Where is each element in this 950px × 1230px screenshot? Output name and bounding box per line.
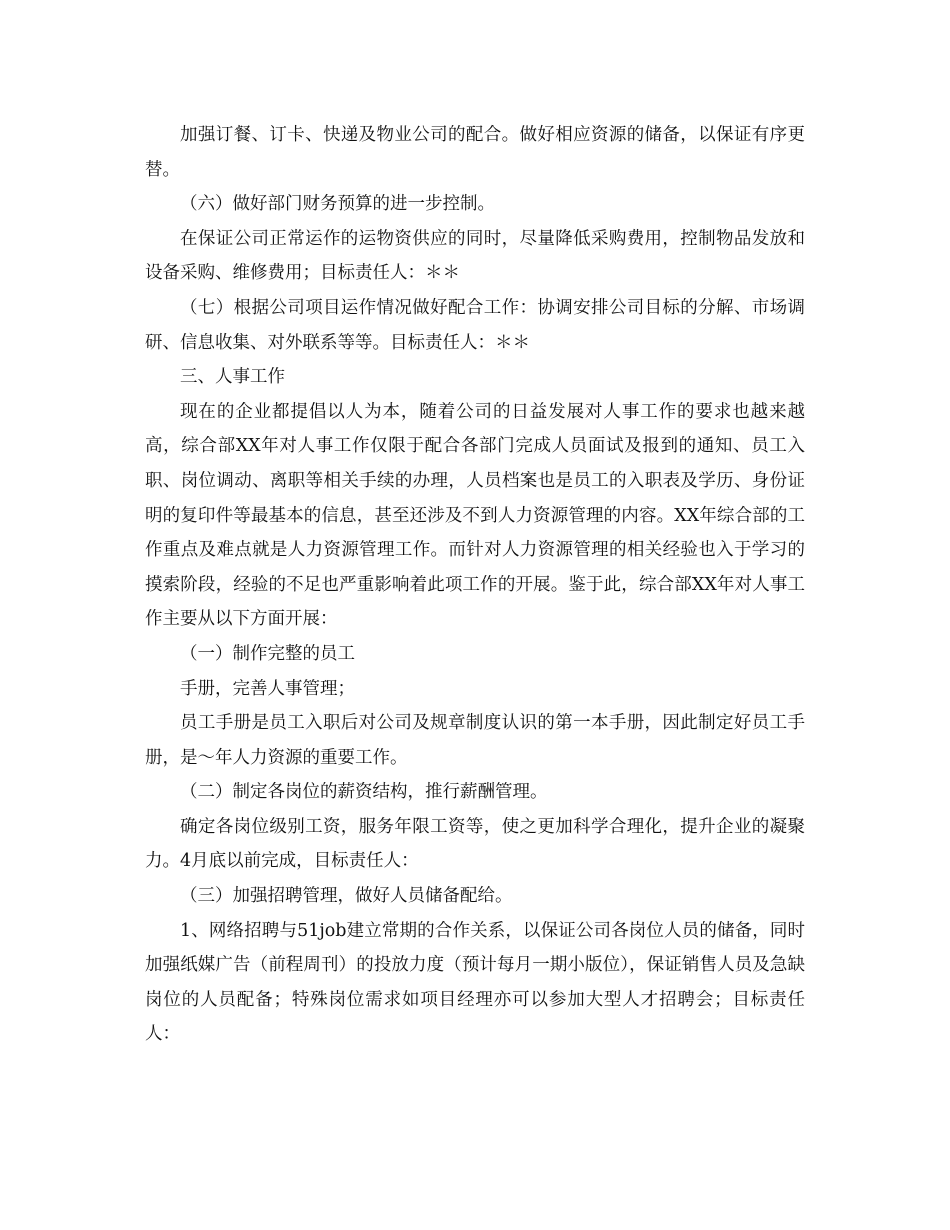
section-heading-personnel: 三、人事工作 — [180, 367, 285, 388]
paragraph-recruitment-heading: （三）加强招聘管理，做好人员储备配给。 — [180, 886, 513, 907]
paragraph-recruitment-detail: 1、网络招聘与51job建立常期的合作关系，以保证公司各岗位人员的储备，同时加强纸媒广告（前程周刊）的投放力度（预计每月一期小版位），保证销售人员及急缺岗位的人员配备；特殊岗位需求如项目经理亦可以参加大型人才招聘会；目标责任人： — [145, 920, 805, 1045]
paragraph-personnel-overview: 现在的企业都提倡以人为本，随着公司的日益发展对人事工作的要求也越来越高，综合部XX年对人事工作仅限于配合各部门完成人员面试及报到的通知、员工入职、岗位调动、离职等相关手续的办理，人员档案也是员工的入职表及学历、身份证明的复印件等最基本的信息，甚至还涉及不到人力资源管理的内容。XX年综合部的工作重点及难点就是人力资源管理工作。而针对人力资源管理的相关经验也入于学习的摸索阶段，经验的不足也严重影响着此项工作的开展。鉴于此，综合部XX年对人事工作主要从以下方面开展： — [145, 401, 805, 630]
paragraph-handbook-detail: 员工手册是员工入职后对公司及规章制度认识的第一本手册，因此制定好员工手册，是～年人力资源的重要工作。 — [145, 713, 805, 768]
paragraph-budget-detail: 在保证公司正常运作的运物资供应的同时，尽量降低采购费用，控制物品发放和设备采购、维修费用；目标责任人：＊＊ — [145, 228, 805, 284]
paragraph-project-cooperation: （七）根据公司项目运作情况做好配合工作：协调安排公司目标的分解、市场调研、信息收集、对外联系等等。目标责任人：＊＊ — [145, 297, 805, 353]
paragraph-budget-heading: （六）做好部门财务预算的进一步控制。 — [180, 194, 495, 215]
paragraph-salary-heading: （二）制定各岗位的薪资结构，推行薪酬管理。 — [180, 782, 548, 803]
document-body — [145, 118, 805, 1052]
paragraph-salary-detail: 确定各岗位级别工资，服务年限工资等，使之更加科学合理化，提升企业的凝聚力。4月底以前完成，目标责任人： — [145, 816, 805, 872]
paragraph-ordering-cooperation: 加强订餐、订卡、快递及物业公司的配合。做好相应资源的储备，以保证有序更替。 — [145, 125, 805, 180]
paragraph-handbook-heading-cont: 手册，完善人事管理； — [180, 678, 355, 699]
paragraph-handbook-heading: （一）制作完整的员工 — [180, 643, 355, 664]
